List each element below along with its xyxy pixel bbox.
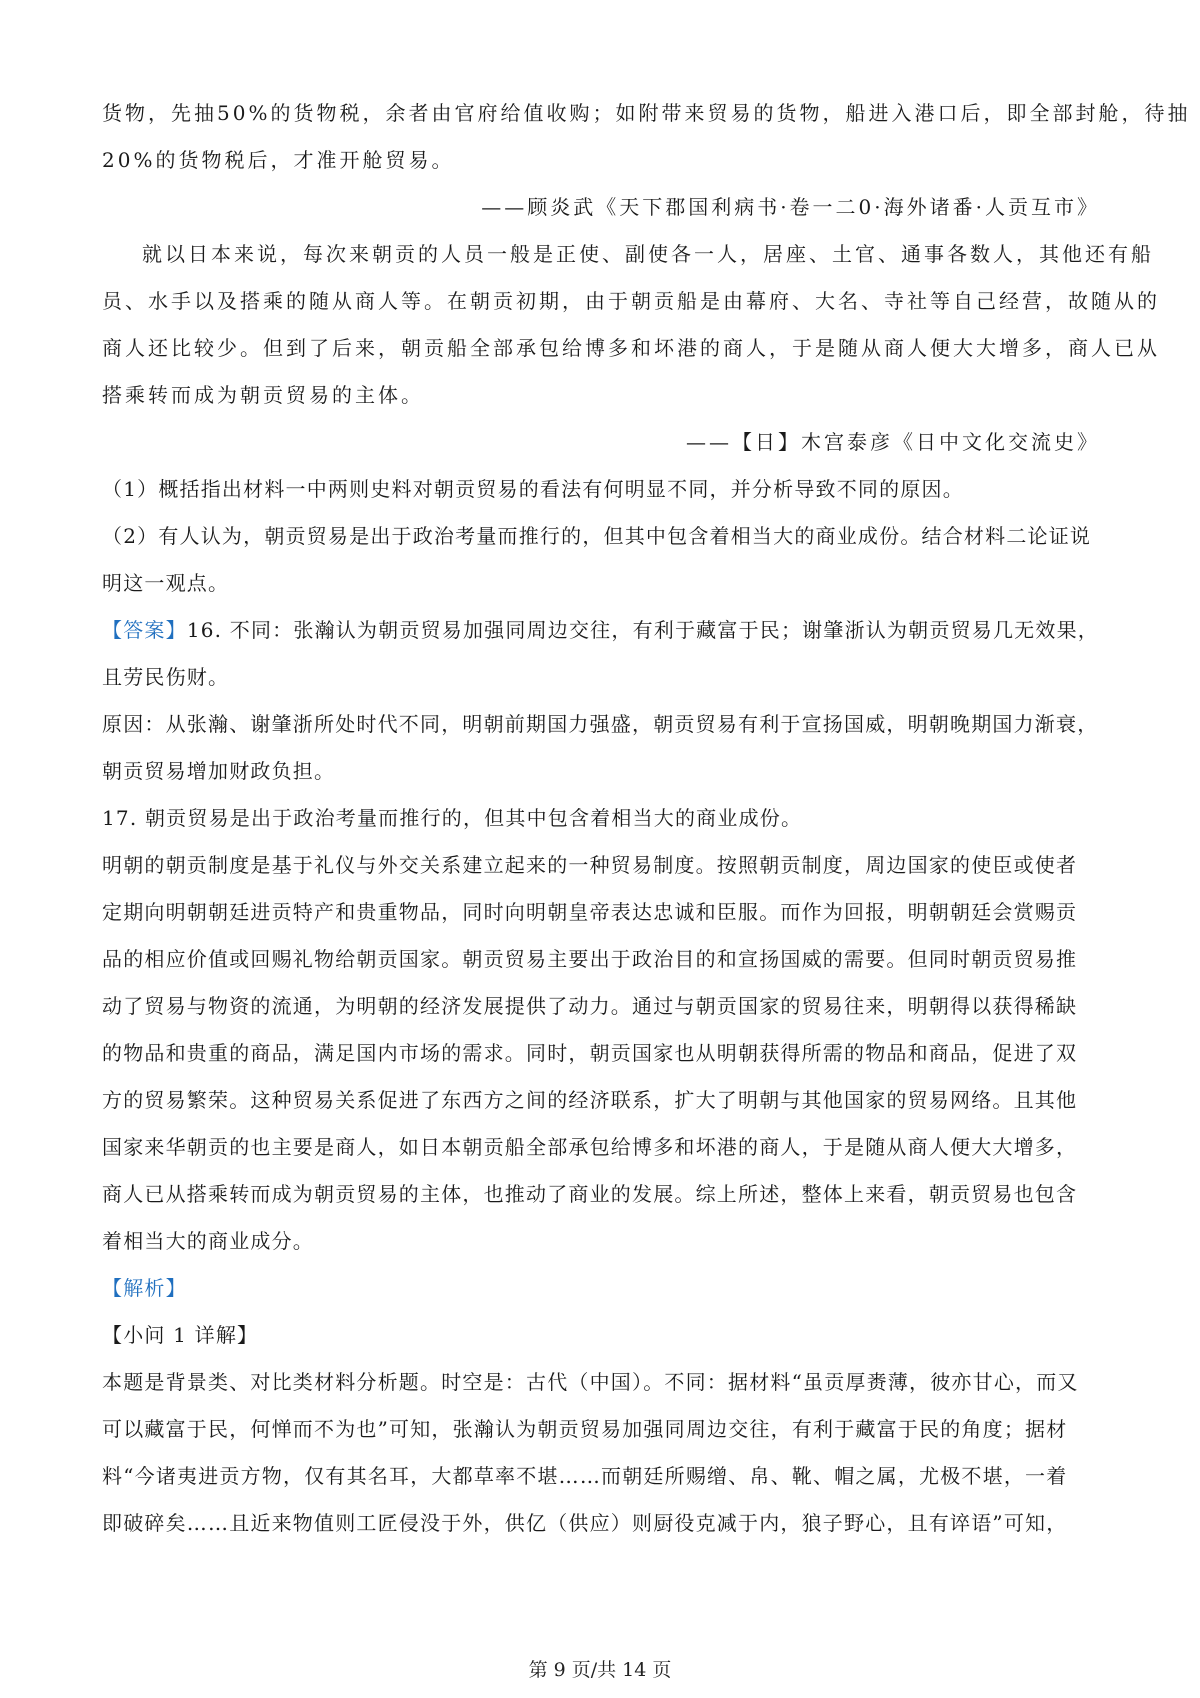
question-2: （2）有人认为，朝贡贸易是出于政治考量而推行的，但其中包含着相当大的商业成份。结合材料二论证说 — [102, 524, 1092, 548]
answer-17-line: 定期向明朝朝廷进贡特产和贵重物品，同时向明朝皇帝表达忠诚和臣服。而作为回报，明朝朝廷会赏赐贡 — [102, 900, 1078, 924]
question-2-cont: 明这一观点。 — [102, 571, 230, 595]
material2-line: 就以日本来说，每次来朝贡的人员一般是正使、副使各一人，居座、土官、通事各数人，其他还有船 — [142, 242, 1154, 266]
answer-17-line: 的物品和贵重的商品，满足国内市场的需求。同时，朝贡国家也从明朝获得所需的物品和商品，促进了双 — [102, 1041, 1078, 1065]
material2-line: 搭乘转而成为朝贡贸易的主体。 — [102, 383, 424, 407]
answer-17-line: 着相当大的商业成分。 — [102, 1229, 314, 1253]
analysis-tag: 【解析】 — [102, 1276, 187, 1300]
analysis-line: 料“今诸夷进贡方物，仅有其名耳，大都草率不堪……而朝廷所赐缯、帛、靴、帽之属，尤极不堪，一着 — [102, 1464, 1068, 1488]
document-page — [102, 90, 1191, 1547]
analysis-line: 可以藏富于民，何惮而不为也”可知，张瀚认为朝贡贸易加强同周边交往，有利于藏富于民的角度；据材 — [102, 1417, 1068, 1441]
material2-line: 商人还比较少。但到了后来，朝贡船全部承包给博多和坏港的商人，于是随从商人便大大增多，商人已从 — [102, 336, 1160, 360]
answer-reason: 原因：从张瀚、谢肇浙所处时代不同，明朝前期国力强盛，朝贡贸易有利于宣扬国威，明朝晚期国力渐衰， — [102, 712, 1099, 736]
question-1: （1）概括指出材料一中两则史料对朝贡贸易的看法有何明显不同，并分析导致不同的原因。 — [102, 477, 964, 501]
page-footer: 第 9 页/共 14 页 — [528, 1659, 672, 1681]
answer-16-text: 16. 不同：张瀚认为朝贡贸易加强同周边交往，有利于藏富于民；谢肇浙认为朝贡贸易几无效果， — [186, 618, 1099, 642]
material1-source: ——顾炎武《天下郡国利病书·卷一二0·海外诸番·人贡互市》 — [481, 195, 1100, 219]
analysis-body — [102, 1359, 1100, 1547]
answer-17-line: 动了贸易与物资的流通，为明朝的经济发展提供了动力。通过与朝贡国家的贸易往来，明朝得以获得稀缺 — [102, 994, 1078, 1018]
answer-reason-cont: 朝贡贸易增加财政负担。 — [102, 759, 336, 783]
material2-line: 员、水手以及搭乘的随从商人等。在朝贡初期，由于朝贡船是由幕府、大名、寺社等自己经营，故随从的 — [102, 289, 1160, 313]
answer-17-line: 国家来华朝贡的也主要是商人，如日本朝贡船全部承包给博多和坏港的商人，于是随从商人便大大增多， — [102, 1135, 1078, 1159]
answer-17-line: 方的贸易繁荣。这种贸易关系促进了东西方之间的经济联系，扩大了明朝与其他国家的贸易网络。且其他 — [102, 1088, 1078, 1112]
sub-question-tag: 【小问 1 详解】 — [102, 1323, 259, 1347]
answer-17-title: 17. 朝贡贸易是出于政治考量而推行的，但其中包含着相当大的商业成份。 — [102, 806, 803, 830]
answer-16-cont: 且劳民伤财。 — [102, 665, 230, 689]
answer-17-line: 商人已从搭乘转而成为朝贡贸易的主体，也推动了商业的发展。综上所述，整体上来看，朝贡贸易也包含 — [102, 1182, 1078, 1206]
analysis-line: 本题是背景类、对比类材料分析题。时空是：古代（中国）。不同：据材料“虽贡厚赉薄，彼亦甘心，而又 — [102, 1370, 1079, 1394]
answer-tag: 【答案】 — [102, 618, 187, 642]
answer-16 — [102, 607, 1100, 654]
material1-line: 货物，先抽50%的货物税，余者由官府给值收购；如附带来贸易的货物，船进入港口后，即全部封舱，待抽 — [102, 101, 1191, 125]
analysis-line: 即破碎矣……且近来物值则工匠侵没于外，供亿（供应）则厨役克减于内，狼子野心，且有谇语”可知， — [102, 1511, 1068, 1535]
answer-17-line: 品的相应价值或回赐礼物给朝贡国家。朝贡贸易主要出于政治目的和宣扬国威的需要。但同时朝贡贸易推 — [102, 947, 1078, 971]
answer-17-line: 明朝的朝贡制度是基于礼仪与外交关系建立起来的一种贸易制度。按照朝贡制度，周边国家的使臣或使者 — [102, 853, 1078, 877]
answer-17-body — [102, 842, 1100, 1265]
material1-line: 20%的货物税后，才准开舱贸易。 — [102, 148, 455, 172]
material2-source: ——【日】木宫泰彦《日中文化交流史》 — [686, 430, 1100, 454]
